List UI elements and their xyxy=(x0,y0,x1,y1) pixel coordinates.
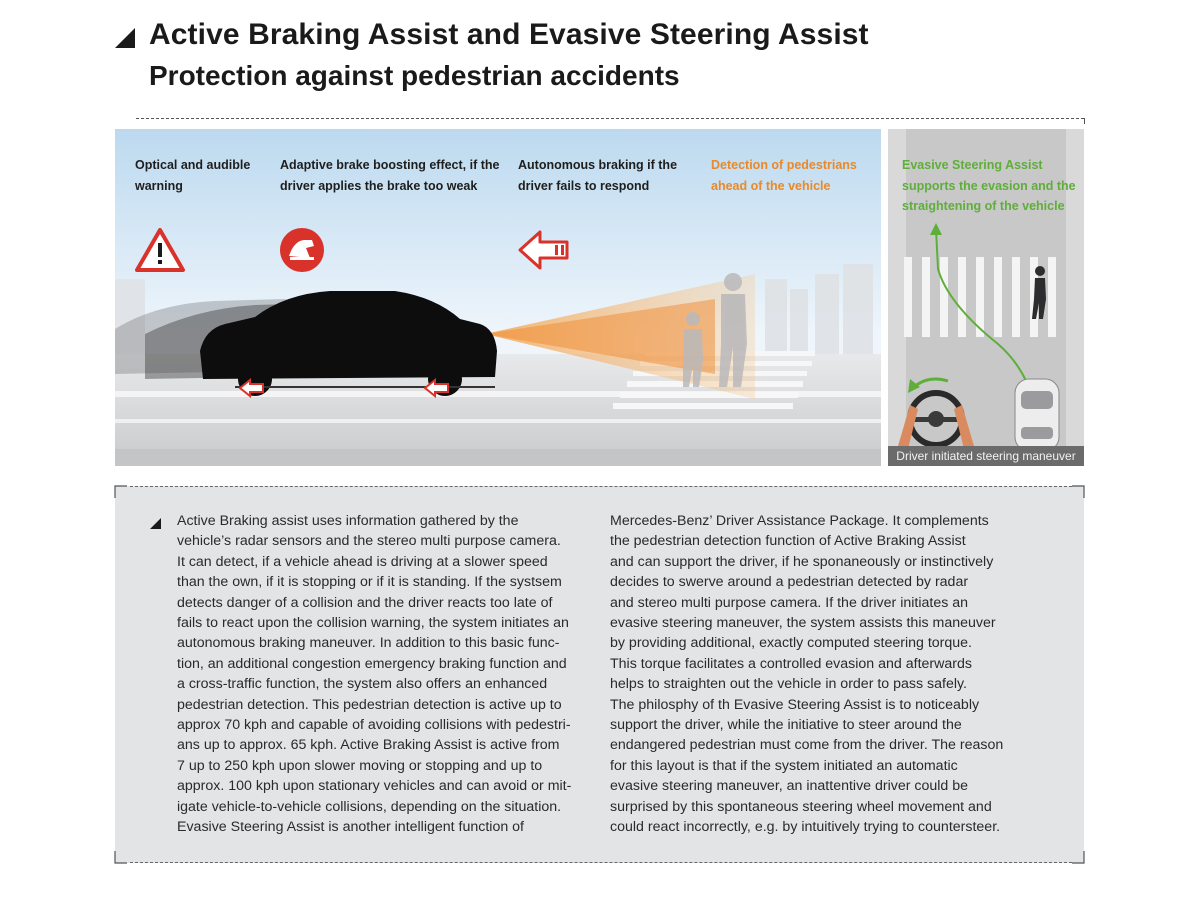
corner-mark xyxy=(1072,851,1086,865)
evasive-steering-illustration xyxy=(888,129,1084,466)
top-divider xyxy=(136,118,1084,119)
active-braking-illustration xyxy=(115,129,881,466)
label-pedestrian-detection: Detection of pedestrians ahead of the vehicle xyxy=(711,158,857,193)
text-column-1: Active Braking assist uses information gathered by the vehicle’s radar sensors and the stereo multi purpose camera. It can detect, if a vehicle ahead is driving at a slower speed than the own, if it is stopping or if it is standing. If the systsem detects danger of a collision and the driver reacts too late of fails to react upon the collision warning, the system initiates an autonomous braking maneuver. In addition to this basic func- tion, an additional congestion emergency braking function and a cross-traffic function, the system also offers an enhanced pedestrian detection. This pedestrian detection is active up to approx 70 kph and capable of avoiding collisions with pedestri- ans up to approx. 65 kph. Active Braking Assist is active from 7 up to 250 kph upon slower moving or stopping and up to approx. 100 kph upon stationary vehicles and can avoid or mit- igate vehicle-to-vehicle collisions, depending on the situation. Evasive Steering Assist is another intelligent function of xyxy=(177,513,572,836)
paragraph-bullet-icon xyxy=(150,518,161,529)
divider-tick xyxy=(1084,118,1085,124)
brake-boost-icon xyxy=(278,226,326,274)
text-column-2: Mercedes-Benz’ Driver Assistance Package. It complements the pedestrian detection function of Active Braking Assist and can support the driver, if he sponaneously or instinctively decides to swerve around a pedestrian detected by radar and stereo multi purpose camera. If the driver initiates an evasive steering maneuver, the system assists this maneuver by providing additional, exactly computed steering torque. This torque facilitates a controlled evasion and afterwards helps to straighten out the vehicle in order to pass safely. The philosphy of th Evasive Steering Assist is to noticeably support the driver, while the initiative to steer around the endangered pedestrian must come from the driver. The reason for this layout is that if the system initiated an automatic evasive steering maneuver, an inattentive driver could be surprised by this spontaneous steering wheel movement and could react incorrectly, e.g. by intuitively trying to countersteer. xyxy=(610,513,1004,836)
label-autonomous-braking: Autonomous braking if the driver fails to respond xyxy=(518,158,678,193)
steering-caption: Driver initiated steering maneuver xyxy=(888,446,1084,466)
page-title: Active Braking Assist and Evasive Steering Assist xyxy=(149,18,869,51)
label-optical-warning: Optical and audible warning xyxy=(135,158,251,193)
corner-mark xyxy=(113,851,127,865)
label-evasive-steering: Evasive Steering Assist supports the evasion and the straightening of the vehicle xyxy=(902,158,1076,213)
page-subtitle: Protection against pedestrian accidents xyxy=(149,60,680,91)
left-arrow-icon xyxy=(517,229,571,271)
title-triangle-icon xyxy=(115,28,135,48)
box-bottom-divider xyxy=(130,862,1072,863)
corner-mark xyxy=(113,484,127,498)
warning-triangle-icon xyxy=(134,227,186,273)
label-brake-boost: Adaptive brake boosting effect, if the driver applies the brake too weak xyxy=(280,158,500,193)
box-top-divider xyxy=(130,486,1072,487)
corner-mark xyxy=(1072,484,1086,498)
